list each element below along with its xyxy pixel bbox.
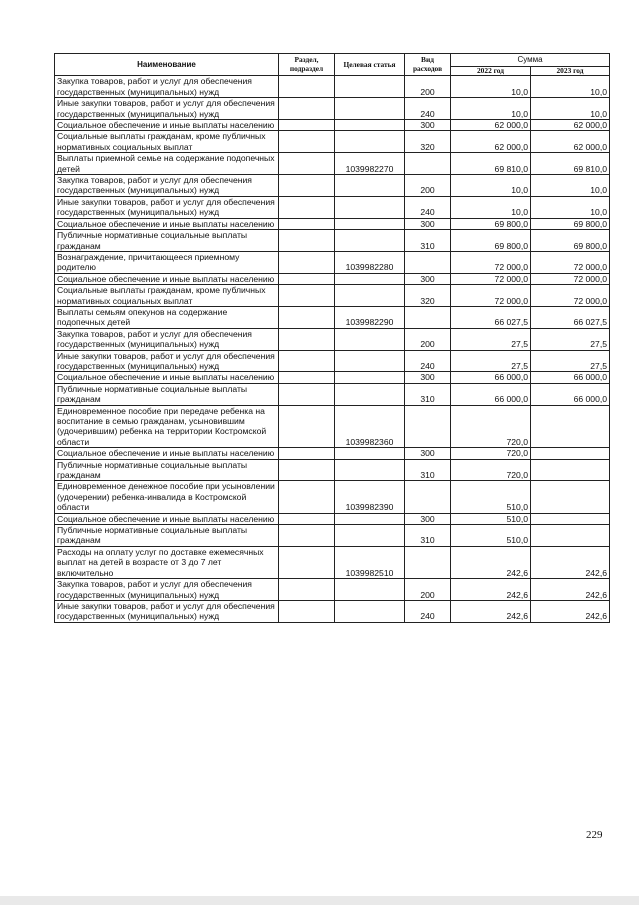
cell-name: Единовременное пособие при передаче ребенка на воспитание в семью гражданам, усыновившим (удочерившим) ребенка на территории Костромской области xyxy=(55,405,279,448)
cell-name: Социальное обеспечение и иные выплаты населению xyxy=(55,448,279,459)
header-target: Целевая статья xyxy=(335,54,405,76)
cell-vid xyxy=(405,405,451,448)
cell-2022: 510,0 xyxy=(451,481,531,513)
cell-2022: 62 000,0 xyxy=(451,120,531,131)
cell-2023: 72 000,0 xyxy=(531,251,610,273)
cell-2023: 72 000,0 xyxy=(531,273,610,284)
cell-section xyxy=(279,481,335,513)
cell-vid: 310 xyxy=(405,383,451,405)
cell-2023: 10,0 xyxy=(531,175,610,197)
cell-name: Закупка товаров, работ и услуг для обеспечения государственных (муниципальных) нужд xyxy=(55,579,279,601)
table-row xyxy=(55,285,610,307)
cell-vid: 240 xyxy=(405,350,451,372)
cell-2023: 10,0 xyxy=(531,196,610,218)
cell-name: Единовременное денежное пособие при усыновлении (удочерении) ребенка-инвалида в Костромской области xyxy=(55,481,279,513)
cell-2023: 66 000,0 xyxy=(531,383,610,405)
cell-name: Публичные нормативные социальные выплаты гражданам xyxy=(55,525,279,547)
cell-name: Социальное обеспечение и иные выплаты населению xyxy=(55,372,279,383)
cell-2023 xyxy=(531,459,610,481)
cell-name: Иные закупки товаров, работ и услуг для обеспечения государственных (муниципальных) нужд xyxy=(55,196,279,218)
cell-name: Вознаграждение, причитающееся приемному родителю xyxy=(55,251,279,273)
cell-name: Закупка товаров, работ и услуг для обеспечения государственных (муниципальных) нужд xyxy=(55,76,279,98)
cell-2023: 62 000,0 xyxy=(531,120,610,131)
cell-vid: 300 xyxy=(405,372,451,383)
table-row xyxy=(55,273,610,284)
header-year-2022: 2022 год xyxy=(451,67,531,76)
cell-2022: 69 800,0 xyxy=(451,218,531,229)
table-row xyxy=(55,481,610,513)
cell-target xyxy=(335,230,405,252)
cell-target xyxy=(335,579,405,601)
cell-target xyxy=(335,448,405,459)
table-row xyxy=(55,218,610,229)
cell-vid: 200 xyxy=(405,579,451,601)
cell-2022: 720,0 xyxy=(451,405,531,448)
header-sum: Сумма xyxy=(451,54,610,67)
header-name: Наименование xyxy=(55,54,279,76)
header-year-2023: 2023 год xyxy=(531,67,610,76)
cell-name: Иные закупки товаров, работ и услуг для обеспечения государственных (муниципальных) нужд xyxy=(55,350,279,372)
table-row xyxy=(55,98,610,120)
cell-2023 xyxy=(531,448,610,459)
cell-vid xyxy=(405,251,451,273)
cell-name: Социальное обеспечение и иные выплаты населению xyxy=(55,120,279,131)
cell-name: Социальные выплаты гражданам, кроме публичных нормативных социальных выплат xyxy=(55,131,279,153)
cell-target xyxy=(335,459,405,481)
page-number: 229 xyxy=(586,829,603,841)
cell-2023: 10,0 xyxy=(531,98,610,120)
table-row xyxy=(55,306,610,328)
cell-name: Иные закупки товаров, работ и услуг для обеспечения государственных (муниципальных) нужд xyxy=(55,98,279,120)
table-row xyxy=(55,600,610,622)
cell-2022: 242,6 xyxy=(451,600,531,622)
cell-name: Закупка товаров, работ и услуг для обеспечения государственных (муниципальных) нужд xyxy=(55,175,279,197)
table-row xyxy=(55,383,610,405)
cell-section xyxy=(279,251,335,273)
cell-section xyxy=(279,405,335,448)
table-row xyxy=(55,153,610,175)
cell-section xyxy=(279,285,335,307)
cell-section xyxy=(279,306,335,328)
cell-target xyxy=(335,328,405,350)
table-row xyxy=(55,546,610,578)
cell-vid: 240 xyxy=(405,600,451,622)
cell-2022: 27,5 xyxy=(451,350,531,372)
table-row xyxy=(55,459,610,481)
cell-vid: 310 xyxy=(405,459,451,481)
cell-section xyxy=(279,273,335,284)
cell-2023: 66 027,5 xyxy=(531,306,610,328)
cell-target: 1039982390 xyxy=(335,481,405,513)
table-row xyxy=(55,230,610,252)
cell-target: 1039982510 xyxy=(335,546,405,578)
cell-name: Социальные выплаты гражданам, кроме публичных нормативных социальных выплат xyxy=(55,285,279,307)
table-row xyxy=(55,372,610,383)
table-row xyxy=(55,251,610,273)
table-row xyxy=(55,196,610,218)
cell-section xyxy=(279,98,335,120)
cell-2022: 27,5 xyxy=(451,328,531,350)
cell-vid: 200 xyxy=(405,175,451,197)
cell-target xyxy=(335,513,405,524)
cell-vid: 310 xyxy=(405,525,451,547)
cell-2022: 720,0 xyxy=(451,448,531,459)
cell-vid: 300 xyxy=(405,218,451,229)
cell-2022: 10,0 xyxy=(451,98,531,120)
table-row xyxy=(55,350,610,372)
cell-2022: 72 000,0 xyxy=(451,251,531,273)
header-vid: Вид расходов xyxy=(405,54,451,76)
cell-vid: 310 xyxy=(405,230,451,252)
cell-target xyxy=(335,383,405,405)
cell-vid: 300 xyxy=(405,448,451,459)
cell-2022: 510,0 xyxy=(451,525,531,547)
cell-target xyxy=(335,98,405,120)
cell-section xyxy=(279,513,335,524)
budget-table xyxy=(54,53,610,623)
cell-2023: 242,6 xyxy=(531,579,610,601)
cell-target xyxy=(335,196,405,218)
cell-name: Социальное обеспечение и иные выплаты населению xyxy=(55,218,279,229)
cell-target: 1039982280 xyxy=(335,251,405,273)
cell-target xyxy=(335,131,405,153)
cell-2022: 66 027,5 xyxy=(451,306,531,328)
cell-section xyxy=(279,175,335,197)
cell-name: Социальное обеспечение и иные выплаты населению xyxy=(55,273,279,284)
cell-section xyxy=(279,196,335,218)
cell-2023: 69 800,0 xyxy=(531,218,610,229)
cell-target: 1039982360 xyxy=(335,405,405,448)
cell-vid xyxy=(405,153,451,175)
cell-2023 xyxy=(531,525,610,547)
cell-vid xyxy=(405,481,451,513)
cell-2022: 69 810,0 xyxy=(451,153,531,175)
table-row xyxy=(55,513,610,524)
cell-name: Выплаты приемной семье на содержание подопечных детей xyxy=(55,153,279,175)
cell-name: Социальное обеспечение и иные выплаты населению xyxy=(55,513,279,524)
cell-target xyxy=(335,350,405,372)
cell-vid: 200 xyxy=(405,328,451,350)
cell-2023: 66 000,0 xyxy=(531,372,610,383)
cell-target xyxy=(335,120,405,131)
table-row xyxy=(55,328,610,350)
cell-vid: 200 xyxy=(405,76,451,98)
cell-vid: 240 xyxy=(405,98,451,120)
table-row xyxy=(55,175,610,197)
cell-2023: 242,6 xyxy=(531,600,610,622)
table-row xyxy=(55,76,610,98)
cell-2022: 10,0 xyxy=(451,76,531,98)
cell-name: Публичные нормативные социальные выплаты гражданам xyxy=(55,230,279,252)
cell-target xyxy=(335,525,405,547)
cell-vid: 320 xyxy=(405,285,451,307)
cell-2023: 27,5 xyxy=(531,328,610,350)
cell-section xyxy=(279,579,335,601)
cell-vid xyxy=(405,306,451,328)
cell-section xyxy=(279,230,335,252)
scan-edge xyxy=(0,896,639,905)
table-body xyxy=(55,76,610,622)
cell-2022: 62 000,0 xyxy=(451,131,531,153)
cell-section xyxy=(279,525,335,547)
cell-2022: 10,0 xyxy=(451,175,531,197)
cell-2022: 72 000,0 xyxy=(451,285,531,307)
cell-2023: 62 000,0 xyxy=(531,131,610,153)
cell-2023: 72 000,0 xyxy=(531,285,610,307)
cell-section xyxy=(279,131,335,153)
cell-target xyxy=(335,218,405,229)
cell-target xyxy=(335,273,405,284)
cell-2022: 242,6 xyxy=(451,579,531,601)
cell-section xyxy=(279,328,335,350)
cell-2023 xyxy=(531,405,610,448)
cell-section xyxy=(279,218,335,229)
table-row xyxy=(55,579,610,601)
cell-name: Иные закупки товаров, работ и услуг для обеспечения государственных (муниципальных) нужд xyxy=(55,600,279,622)
cell-section xyxy=(279,350,335,372)
table-row xyxy=(55,525,610,547)
cell-target: 1039982270 xyxy=(335,153,405,175)
cell-2022: 69 800,0 xyxy=(451,230,531,252)
cell-2022: 510,0 xyxy=(451,513,531,524)
cell-2022: 720,0 xyxy=(451,459,531,481)
cell-section xyxy=(279,546,335,578)
cell-name: Расходы на оплату услуг по доставке ежемесячных выплат на детей в возрасте от 3 до 7 лет включительно xyxy=(55,546,279,578)
table-row xyxy=(55,448,610,459)
cell-2023: 69 800,0 xyxy=(531,230,610,252)
cell-2022: 242,6 xyxy=(451,546,531,578)
cell-target xyxy=(335,76,405,98)
header-section: Раздел, подраздел xyxy=(279,54,335,76)
cell-vid: 300 xyxy=(405,513,451,524)
cell-2023: 242,6 xyxy=(531,546,610,578)
cell-section xyxy=(279,120,335,131)
table-row xyxy=(55,405,610,448)
cell-2023: 10,0 xyxy=(531,76,610,98)
cell-section xyxy=(279,600,335,622)
table-row xyxy=(55,120,610,131)
table-header xyxy=(55,54,610,76)
cell-2022: 10,0 xyxy=(451,196,531,218)
cell-name: Публичные нормативные социальные выплаты гражданам xyxy=(55,383,279,405)
cell-target xyxy=(335,285,405,307)
cell-section xyxy=(279,383,335,405)
cell-vid: 320 xyxy=(405,131,451,153)
cell-section xyxy=(279,459,335,481)
cell-section xyxy=(279,372,335,383)
table-row xyxy=(55,131,610,153)
cell-vid xyxy=(405,546,451,578)
cell-section xyxy=(279,76,335,98)
cell-2023 xyxy=(531,513,610,524)
cell-2022: 66 000,0 xyxy=(451,383,531,405)
cell-section xyxy=(279,448,335,459)
cell-vid: 300 xyxy=(405,273,451,284)
cell-2023: 69 810,0 xyxy=(531,153,610,175)
cell-name: Выплаты семьям опекунов на содержание подопечных детей xyxy=(55,306,279,328)
cell-target xyxy=(335,600,405,622)
cell-target: 1039982290 xyxy=(335,306,405,328)
cell-name: Публичные нормативные социальные выплаты гражданам xyxy=(55,459,279,481)
cell-2023: 27,5 xyxy=(531,350,610,372)
cell-2023 xyxy=(531,481,610,513)
cell-vid: 240 xyxy=(405,196,451,218)
cell-vid: 300 xyxy=(405,120,451,131)
cell-name: Закупка товаров, работ и услуг для обеспечения государственных (муниципальных) нужд xyxy=(55,328,279,350)
cell-2022: 66 000,0 xyxy=(451,372,531,383)
cell-target xyxy=(335,372,405,383)
cell-2022: 72 000,0 xyxy=(451,273,531,284)
cell-section xyxy=(279,153,335,175)
cell-target xyxy=(335,175,405,197)
